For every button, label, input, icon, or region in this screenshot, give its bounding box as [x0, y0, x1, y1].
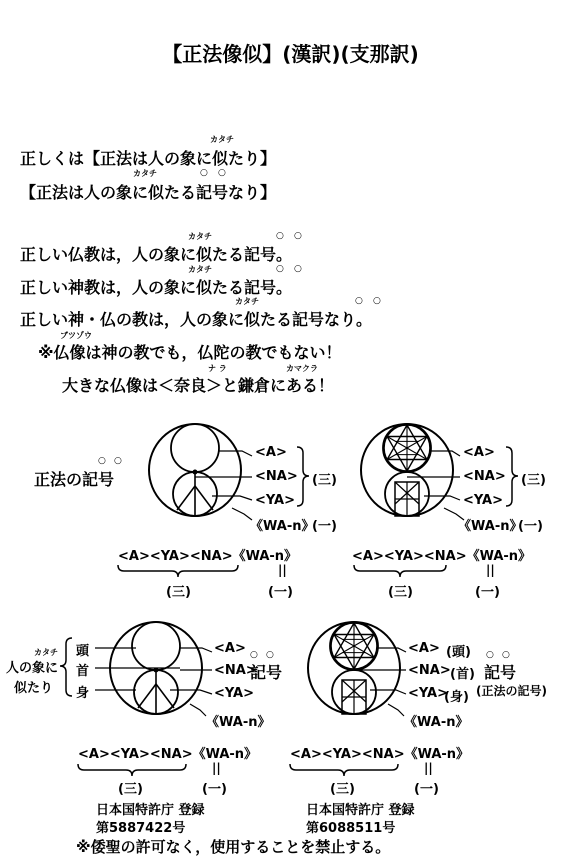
brace-2 — [506, 447, 518, 506]
ruby-kamakura: カマクラ — [286, 364, 318, 373]
callout-wan-3 — [190, 704, 206, 716]
callout-a-1 — [219, 451, 252, 456]
label-wan: 《WA-n》 — [458, 519, 523, 534]
symbol-1 — [149, 424, 241, 516]
page-title: 【正法像似】(漢訳)(支那訳) — [162, 42, 419, 66]
underbrace-2 — [354, 565, 446, 577]
emphasis-dot: ○ — [486, 650, 494, 660]
ruby-butsuzou: ブツゾウ — [60, 331, 92, 340]
label-mi-paren: (身) — [444, 690, 469, 705]
label-a: <A> — [214, 641, 246, 656]
label-mi: 身 — [76, 686, 90, 701]
ichi-3: (一) — [202, 782, 227, 797]
sequence-4: <A><YA><NA>《WA-n》 — [290, 747, 470, 762]
brace-left-3 — [60, 638, 72, 696]
ichi-1: (一) — [268, 585, 293, 600]
callout-a-3 — [180, 648, 212, 652]
san-4: (三) — [330, 782, 355, 797]
shoho-kigo-label: 正法の記号 — [34, 470, 115, 489]
label-ya: <YA> — [255, 493, 296, 508]
symbol-4 — [308, 622, 400, 714]
label-a: <A> — [463, 445, 495, 460]
label-atama-paren: (頭) — [446, 645, 471, 660]
emphasis-dot: ○ — [218, 168, 226, 178]
line-5: 正しい神・仏の教は，人の象に似たる記号なり。 — [20, 310, 373, 329]
sequence-1: <A><YA><NA>《WA-n》 — [118, 549, 298, 564]
line-7: 大きな仏像は＜奈良＞と鎌倉にある！ — [62, 376, 335, 395]
emphasis-dot: ○ — [373, 296, 381, 306]
label-ya: <YA> — [214, 686, 255, 701]
label-wan: 《WA-n》 — [250, 519, 315, 534]
underbrace-3 — [78, 764, 186, 776]
registration-number-2: 第6088511号 — [306, 821, 396, 836]
line-4: 正しい神教は，人の象に似たる記号。 — [20, 278, 293, 297]
emphasis-dot: ○ — [266, 650, 274, 660]
registration-number-1: 第5887422号 — [96, 821, 186, 836]
label-kigo: 記号 — [250, 663, 283, 682]
ruby-nara: ナ ラ — [208, 364, 227, 373]
ruby-katachi: カタチ — [188, 232, 212, 241]
emphasis-dot: ○ — [98, 456, 106, 466]
equals-3: || — [212, 761, 221, 775]
label-kigo: 記号 — [484, 663, 517, 682]
label-shoho-no-kigo: (正法の記号) — [476, 684, 547, 698]
label-na: <NA> — [255, 469, 298, 484]
ruby-katachi: カタチ — [34, 648, 58, 657]
callout-a-2 — [431, 451, 460, 456]
san-1: (三) — [166, 585, 191, 600]
emphasis-dot: ○ — [502, 650, 510, 660]
ruby-katachi: カタチ — [235, 297, 259, 306]
emphasis-dot: ○ — [276, 231, 284, 241]
label-wan: 《WA-n》 — [404, 715, 469, 730]
line-1: 正しくは【正法は人の象に似たり】 — [20, 149, 277, 168]
label-a: <A> — [255, 445, 287, 460]
emphasis-dot: ○ — [250, 650, 258, 660]
label-kubi-paren: (首) — [450, 667, 475, 682]
label-san: (三) — [521, 473, 546, 488]
label-wan: 《WA-n》 — [206, 715, 271, 730]
emphasis-dot: ○ — [276, 264, 284, 274]
hito-no-katachi-label: 人の象に — [6, 661, 59, 676]
ichi-2: (一) — [475, 585, 500, 600]
emphasis-dot: ○ — [200, 168, 208, 178]
line-6: ※仏像は神の教でも，仏陀の教でもない！ — [38, 343, 342, 362]
sequence-2: <A><YA><NA>《WA-n》 — [352, 549, 532, 564]
emphasis-dot: ○ — [294, 264, 302, 274]
ruby-katachi: カタチ — [188, 265, 212, 274]
label-ya: <YA> — [408, 686, 449, 701]
usage-notice: ※倭聖の許可なく，使用することを禁止する。 — [76, 838, 391, 856]
equals-2: || — [486, 563, 495, 577]
san-3: (三) — [118, 782, 143, 797]
label-ichi: (一) — [312, 519, 337, 534]
emphasis-dot: ○ — [355, 296, 363, 306]
emphasis-dot: ○ — [294, 231, 302, 241]
nitari-label: 似たり — [14, 681, 54, 696]
ichi-4: (一) — [414, 782, 439, 797]
registry-label-1: 日本国特許庁 登録 — [96, 803, 205, 818]
ruby-katachi: カタチ — [210, 135, 234, 144]
label-a: <A> — [408, 641, 440, 656]
label-na: <NA> — [214, 663, 257, 678]
callout-a-4 — [378, 648, 406, 652]
ruby-katachi: カタチ — [133, 169, 157, 178]
label-ya: <YA> — [463, 493, 504, 508]
callout-ya-3 — [170, 690, 212, 694]
label-na: <NA> — [408, 663, 451, 678]
line-2: 【正法は人の象に似たる記号なり】 — [20, 183, 277, 202]
label-san: (三) — [312, 473, 337, 488]
callout-wan-1 — [232, 508, 252, 520]
line-3: 正しい仏教は，人の象に似たる記号。 — [20, 245, 293, 264]
underbrace-1 — [118, 565, 238, 577]
callout-wan-4 — [388, 704, 404, 716]
label-na: <NA> — [463, 469, 506, 484]
registry-label-2: 日本国特許庁 登録 — [306, 803, 415, 818]
label-atama: 頭 — [76, 644, 90, 659]
label-ichi: (一) — [518, 519, 543, 534]
san-2: (三) — [388, 585, 413, 600]
label-kubi: 首 — [76, 664, 90, 679]
sequence-3: <A><YA><NA>《WA-n》 — [78, 747, 258, 762]
underbrace-4 — [290, 764, 398, 776]
emphasis-dot: ○ — [114, 456, 122, 466]
equals-4: || — [424, 761, 433, 775]
equals-1: || — [278, 563, 287, 577]
brace-1 — [297, 447, 309, 506]
symbol-2 — [361, 424, 453, 516]
